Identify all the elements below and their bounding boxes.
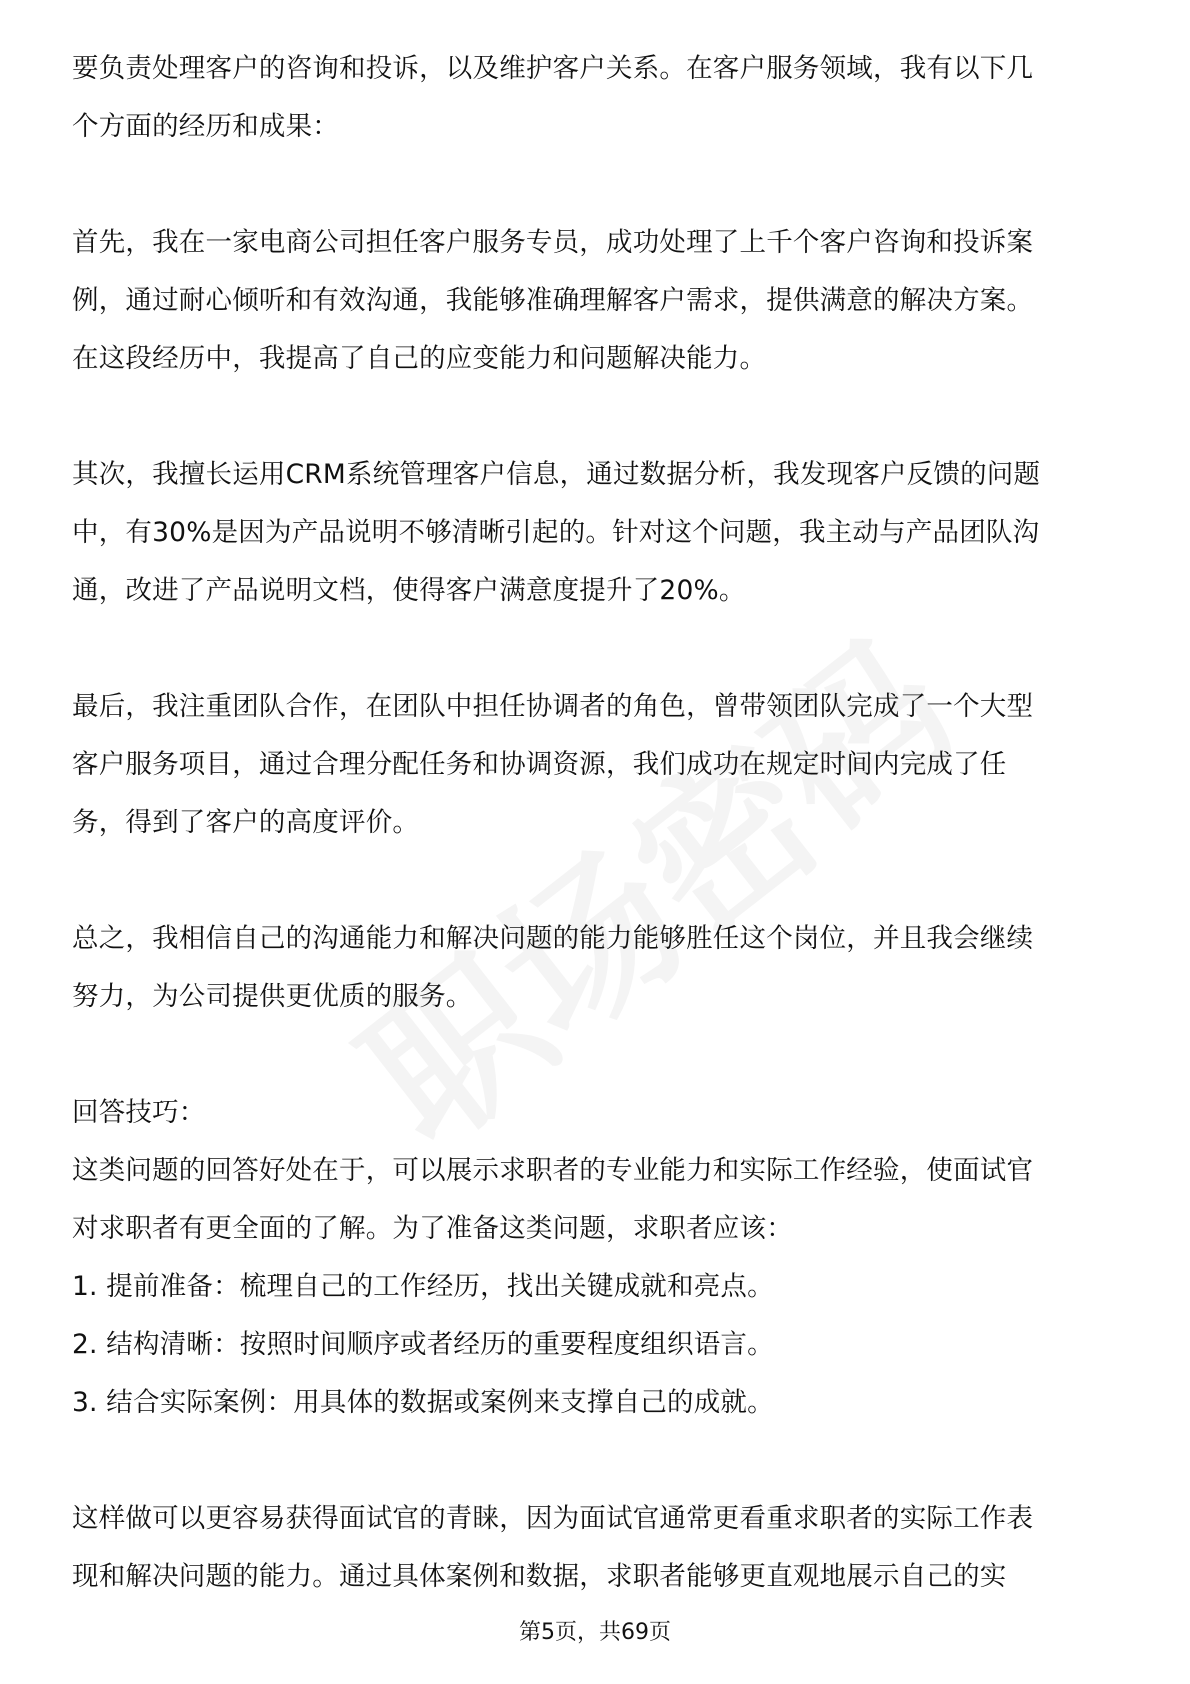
text-line: 客户服务项目，通过合理分配任务和协调资源，我们成功在规定时间内完成了任 — [72, 749, 1007, 780]
text-line: 总之，我相信自己的沟通能力和解决问题的能力能够胜任这个岗位，并且我会继续 — [72, 923, 1034, 954]
text-line: 最后，我注重团队合作，在团队中担任协调者的角色，曾带领团队完成了一个大型 — [72, 691, 1034, 722]
paragraph — [72, 678, 1122, 852]
document-body — [72, 40, 1122, 1606]
text-line: 其次，我擅长运用CRM系统管理客户信息，通过数据分析，我发现客户反馈的问题 — [72, 459, 1041, 490]
list-item: 3. 结合实际案例：用具体的数据或案例来支撑自己的成就。 — [72, 1387, 774, 1418]
paragraph — [72, 446, 1122, 620]
section-heading: 回答技巧： — [72, 1097, 206, 1128]
paragraph — [72, 40, 1122, 156]
page-number-footer: 第5页，共69页 — [519, 1620, 671, 1645]
text-line: 通，改进了产品说明文档，使得客户满意度提升了20%。 — [72, 575, 746, 606]
paragraph-gap — [72, 1432, 1122, 1490]
text-line: 首先，我在一家电商公司担任客户服务专员，成功处理了上千个客户咨询和投诉案 — [72, 227, 1034, 258]
paragraph — [72, 1490, 1122, 1606]
paragraph — [72, 214, 1122, 388]
paragraph-gap — [72, 620, 1122, 678]
list-item: 1. 提前准备：梳理自己的工作经历，找出关键成就和亮点。 — [72, 1271, 774, 1302]
text-line: 例，通过耐心倾听和有效沟通，我能够准确理解客户需求，提供满意的解决方案。 — [72, 285, 1034, 316]
paragraph-gap — [72, 1026, 1122, 1084]
text-line: 现和解决问题的能力。通过具体案例和数据，求职者能够更直观地展示自己的实 — [72, 1561, 1007, 1592]
paragraph-gap — [72, 388, 1122, 446]
paragraph — [72, 910, 1122, 1026]
answer-tips-section — [72, 1084, 1122, 1432]
text-line: 努力，为公司提供更优质的服务。 — [72, 981, 473, 1012]
paragraph-gap — [72, 156, 1122, 214]
text-line: 个方面的经历和成果： — [72, 111, 339, 142]
list-item: 2. 结构清晰：按照时间顺序或者经历的重要程度组织语言。 — [72, 1329, 774, 1360]
text-line: 中，有30%是因为产品说明不够清晰引起的。针对这个问题，我主动与产品团队沟 — [72, 517, 1040, 548]
paragraph-gap — [72, 852, 1122, 910]
text-line: 这样做可以更容易获得面试官的青睐，因为面试官通常更看重求职者的实际工作表 — [72, 1503, 1034, 1534]
text-line: 在这段经历中，我提高了自己的应变能力和问题解决能力。 — [72, 343, 767, 374]
text-line: 对求职者有更全面的了解。为了准备这类问题，求职者应该： — [72, 1213, 793, 1244]
text-line: 务，得到了客户的高度评价。 — [72, 807, 420, 838]
text-line: 要负责处理客户的咨询和投诉，以及维护客户关系。在客户服务领域，我有以下几 — [72, 53, 1034, 84]
text-line: 这类问题的回答好处在于，可以展示求职者的专业能力和实际工作经验，使面试官 — [72, 1155, 1034, 1186]
